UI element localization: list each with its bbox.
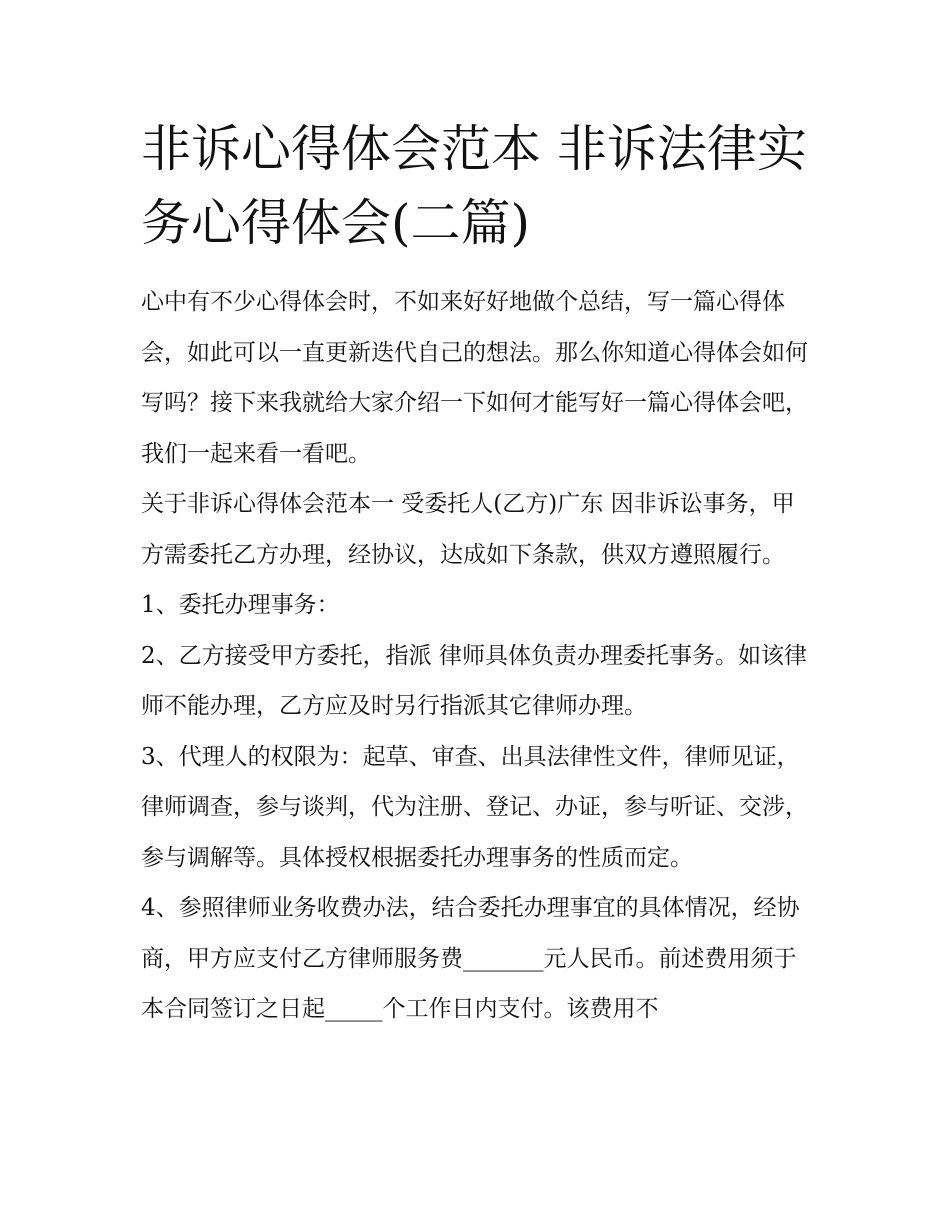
document-title: 非诉心得体会范本 非诉法律实务心得体会(二篇) [141, 120, 807, 252]
paragraph-contract-intro: 关于非诉心得体会范本一 受委托人(乙方)广东 因非诉讼事务，甲方需委托乙方办理，经协议，达成如下条款，供双方遵照履行。 1、委托办理事务： [141, 491, 795, 618]
document-body [141, 112, 813, 1035]
paragraph-clause-4: 4、参照律师业务收费办法，结合委托办理事宜的具体情况，经协商，甲方应支付乙方律师服务费_______元人民币。前述费用须于本合同签订之日起_____个工作日内支付。该费用不 [141, 895, 800, 1022]
paragraph-intro: 心中有不少心得体会时，不如来好好地做个总结，写一篇心得体会，如此可以一直更新迭代自己的想法。那么你知道心得体会如何写吗？接下来我就给大家介绍一下如何才能写好一篇心得体会吧，我们一起来看一看吧。 [141, 289, 808, 467]
paragraph-clause-2: 2、乙方接受甲方委托，指派 律师具体负责办理委托事务。如该律师不能办理，乙方应及时另行指派其它律师办理。 [141, 642, 807, 719]
paragraph-clause-3: 3、代理人的权限为：起草、审查、出具法律性文件，律师见证，律师调查，参与谈判，代为注册、登记、办证，参与听证、交涉，参与调解等。具体授权根据委托办理事务的性质而定。 [141, 743, 808, 871]
